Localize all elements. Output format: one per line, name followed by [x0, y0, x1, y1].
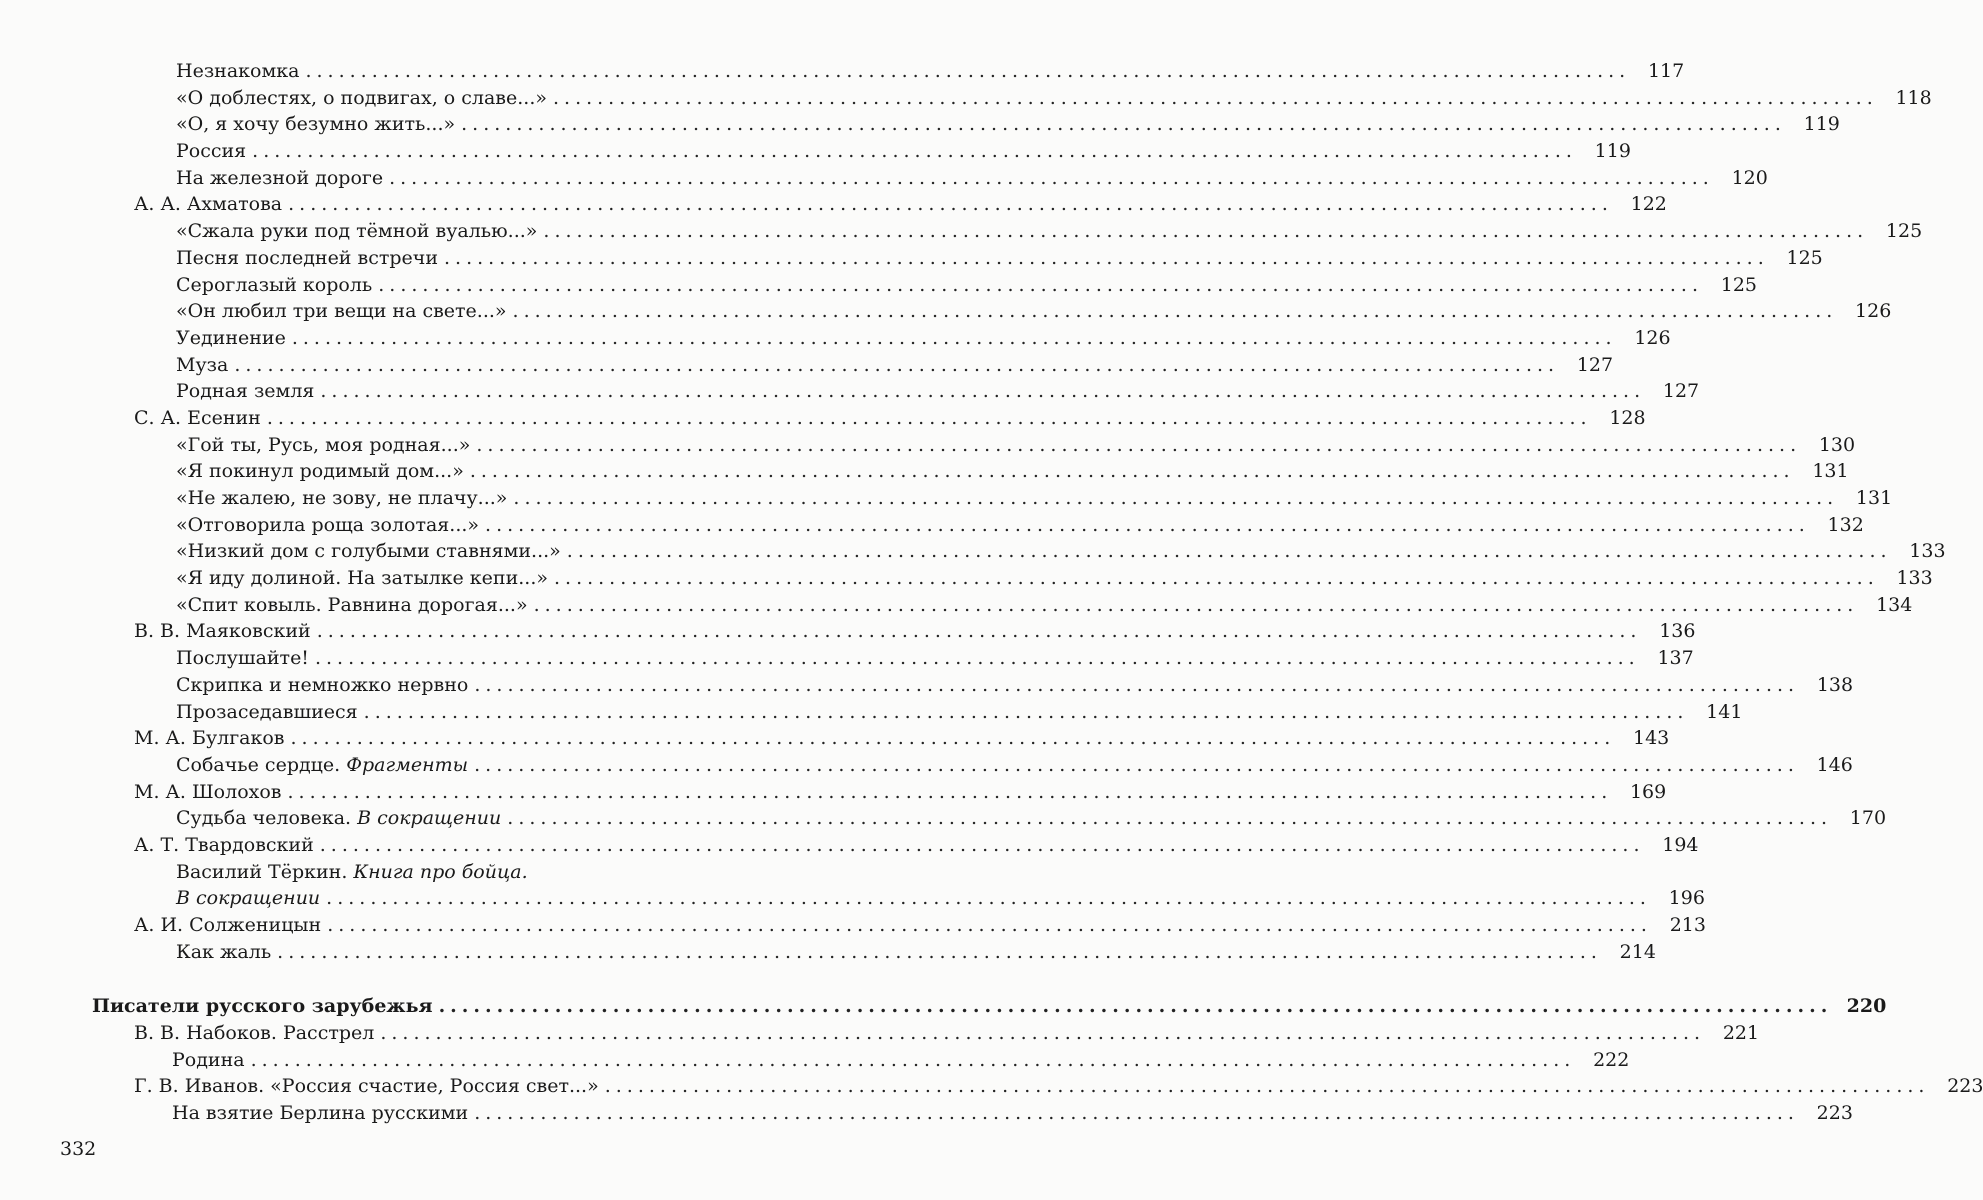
toc-entry-page: 126 [1634, 326, 1671, 349]
toc-entry-page: 126 [1855, 300, 1892, 323]
toc-entry [0, 138, 1631, 165]
dot-leader: ........................................................................................................................ [513, 487, 1839, 509]
dot-leader: ........................................................................................................................ [543, 220, 1869, 243]
dot-leader: ........................................................................................................................ [277, 940, 1602, 963]
toc-entry-title [176, 218, 537, 245]
toc-entry [0, 725, 1670, 752]
toc-entry-page: 136 [1659, 620, 1696, 643]
dot-leader: ........................................................................................................................ [533, 593, 1859, 616]
toc-entry-page: 119 [1803, 113, 1840, 136]
toc-entry [0, 405, 1646, 432]
dot-leader: ........................................................................................................................ [316, 620, 1642, 643]
dot-leader: ........................................................................................................................ [291, 326, 1617, 349]
dot-leader: ........................................................................................................................ [320, 380, 1646, 403]
toc-entry-title-text: «Спит ковыль. Равнина дорогая...» [176, 593, 528, 616]
toc-entry-page: 128 [1609, 406, 1646, 429]
toc-entry-title-text: Послушайте! [176, 647, 309, 670]
toc-entry [0, 1073, 1983, 1100]
toc-entry-title-text: Скрипка и немножко нервно [176, 673, 469, 696]
toc-entry-title-text: Г. В. Иванов. «Россия счастие, Россия свет...» [134, 1075, 599, 1098]
section-gap [0, 965, 900, 993]
toc-entry-title-text: Муза [176, 353, 229, 376]
toc-entry-page: 170 [1849, 807, 1887, 830]
toc-entry-title [134, 618, 311, 645]
toc-entry-title [134, 832, 314, 859]
dot-leader: ........................................................................................................................ [438, 995, 1833, 1018]
toc-entry-page: 132 [1827, 513, 1864, 536]
toc-section-twentieth-century [0, 58, 1946, 965]
dot-leader: ........................................................................................................................ [485, 513, 1810, 536]
toc-entry-page: 146 [1816, 753, 1853, 776]
toc-entry-page: 122 [1630, 193, 1667, 216]
toc-entry-title [134, 779, 281, 806]
toc-entry-title-text: Как жаль [176, 940, 272, 963]
toc-entry-title-italic: Книга про бойца. [353, 860, 528, 883]
toc-entry [0, 779, 1667, 806]
toc-entry-page: 120 [1731, 166, 1768, 189]
toc-entry-title [176, 352, 228, 379]
toc-entry-page: 138 [1816, 673, 1854, 696]
toc-entry-title-text: Родина [172, 1048, 245, 1071]
dot-leader: ........................................................................................................................ [476, 433, 1802, 456]
toc-entry-page: 141 [1706, 700, 1743, 723]
toc-entry [0, 218, 1923, 245]
dot-leader: ........................................................................................................................ [566, 540, 1892, 563]
toc-entry-page: 222 [1593, 1048, 1630, 1071]
toc-entry-title [176, 592, 528, 619]
toc-entry-title [134, 1020, 374, 1047]
toc-entry-title-text: Писатели русского зарубежья [92, 995, 433, 1018]
toc-entry-page: 118 [1895, 86, 1932, 109]
toc-entry [0, 672, 1854, 699]
toc-entry-title-text: «Гой ты, Русь, моя родная...» [176, 433, 471, 456]
toc-entry [0, 832, 1699, 859]
toc-entry-page: 117 [1647, 60, 1685, 82]
toc-entry-page: 119 [1594, 140, 1631, 163]
dot-leader: ........................................................................................................................ [288, 193, 1613, 216]
toc-entry [0, 859, 900, 886]
toc-entry [0, 432, 1856, 459]
toc-entry-title-italic: В сокращении [176, 887, 321, 910]
dot-leader: ........................................................................................................................ [604, 1075, 1930, 1098]
toc-entry-title-text: М. А. Шолохов [134, 780, 282, 803]
toc-entry-title [176, 378, 314, 405]
toc-entry [0, 1047, 1630, 1074]
dot-leader: ........................................................................................................................ [474, 673, 1800, 696]
dot-leader: ........................................................................................................................ [305, 60, 1631, 82]
toc-entry-page: 223 [1816, 1102, 1853, 1125]
toc-entry-title [176, 111, 455, 138]
toc-entry-page: 213 [1669, 914, 1706, 936]
toc-entry-page: 137 [1657, 647, 1694, 670]
toc-entry-page: 125 [1885, 220, 1923, 243]
dot-leader: ........................................................................................................................ [553, 567, 1879, 590]
toc-entry-page: 220 [1846, 995, 1887, 1018]
toc-entry-title-text: Россия [176, 140, 247, 163]
toc-entry-page: 125 [1720, 273, 1758, 296]
toc-entry [0, 458, 1849, 485]
toc-entry-title [176, 752, 468, 779]
table-of-contents [0, 58, 1983, 1127]
dot-leader: ........................................................................................................................ [469, 460, 1795, 483]
dot-leader: ........................................................................................................................ [474, 753, 1799, 776]
toc-entry-title-text: Родная земля [176, 380, 315, 403]
toc-entry-title-text: Собачье сердце. [176, 753, 347, 776]
toc-entry-title-italic: Фрагменты [346, 753, 469, 776]
toc-entry-title-text: «Низкий дом с голубыми ставнями...» [176, 540, 561, 563]
dot-leader: ........................................................................................................................ [314, 647, 1640, 670]
page-number: 332 [60, 1138, 97, 1160]
dot-leader: ........................................................................................................................ [327, 914, 1652, 936]
toc-entry-page: 131 [1855, 487, 1893, 509]
toc-entry-title-text: Сероглазый король [176, 273, 373, 296]
toc-entry-title [176, 939, 271, 966]
toc-entry-title [176, 298, 507, 325]
toc-entry-page: 223 [1947, 1075, 1983, 1098]
toc-entry-title [176, 485, 507, 512]
dot-leader: ........................................................................................................................ [326, 887, 1651, 910]
dot-leader: ........................................................................................................................ [234, 353, 1560, 376]
toc-entry [0, 939, 1656, 966]
toc-entry [0, 885, 1705, 912]
toc-entry-page: 194 [1662, 833, 1699, 856]
toc-entry-page: 131 [1812, 460, 1849, 483]
toc-entry [0, 805, 1887, 832]
dot-leader: ........................................................................................................................ [319, 833, 1645, 856]
toc-entry-title-text: «Я покинул родимый дом...» [176, 460, 464, 483]
toc-entry-page: 221 [1722, 1022, 1760, 1045]
toc-entry-title-italic: В сокращении [357, 807, 502, 830]
toc-entry-title-text: «Сжала руки под тёмной вуалью...» [176, 220, 538, 243]
toc-entry [0, 325, 1671, 352]
toc-entry-page: 134 [1876, 593, 1913, 616]
toc-section-emigre-writers [0, 993, 1983, 1126]
toc-entry [0, 1100, 1853, 1127]
toc-entry-page: 214 [1619, 940, 1656, 963]
dot-leader: ........................................................................................................................ [461, 113, 1786, 136]
toc-entry-page: 169 [1629, 780, 1667, 803]
toc-entry [0, 485, 1893, 512]
toc-entry-title-text: Незнакомка [176, 60, 300, 82]
toc-entry [0, 538, 1946, 565]
toc-entry-page: 196 [1668, 887, 1705, 910]
toc-entry [0, 85, 1932, 112]
toc-entry-title [134, 912, 321, 939]
toc-entry-title-text: Уединение [176, 326, 286, 349]
toc-entry-title-text: «Не жалею, не зову, не плачу...» [176, 487, 508, 509]
toc-entry-title-text: А. А. Ахматова [134, 193, 283, 216]
toc-entry-page: 130 [1818, 433, 1856, 456]
dot-leader: ........................................................................................................................ [512, 300, 1838, 323]
dot-leader: ........................................................................................................................ [389, 166, 1714, 189]
toc-entry-title [176, 245, 438, 272]
toc-entry-title [176, 885, 320, 912]
toc-entry [0, 111, 1840, 138]
toc-entry-title [176, 138, 246, 165]
toc-entry-title [92, 993, 433, 1020]
dot-leader: ........................................................................................................................ [507, 807, 1833, 830]
toc-entry-title [176, 672, 468, 699]
toc-entry [0, 1020, 1760, 1047]
toc-entry [0, 752, 1853, 779]
toc-entry [0, 191, 1667, 218]
toc-entry-title [134, 1073, 599, 1100]
toc-entry-title [176, 512, 479, 539]
toc-entry-title-text: Судьба человека. [176, 807, 358, 830]
toc-entry [0, 618, 1696, 645]
toc-entry-title [134, 191, 282, 218]
toc-entry [0, 165, 1768, 192]
toc-entry [0, 565, 1933, 592]
toc-entry-page: 127 [1576, 353, 1614, 376]
toc-entry-page: 133 [1896, 567, 1933, 590]
dot-leader: ........................................................................................................................ [380, 1022, 1706, 1045]
dot-leader: ........................................................................................................................ [250, 1048, 1576, 1071]
toc-entry [0, 272, 1758, 299]
toc-entry-title [172, 1100, 468, 1127]
toc-entry-title [176, 458, 464, 485]
toc-entry-title-text: «О доблестях, о подвигах, о славе...» [176, 86, 547, 109]
toc-entry-title [176, 165, 383, 192]
toc-entry-title-text: Василий Тёркин. [176, 860, 354, 883]
toc-entry-title-text: В. В. Набоков. Расстрел [134, 1022, 375, 1045]
toc-entry [0, 378, 1700, 405]
dot-leader: ........................................................................................................................ [290, 727, 1616, 750]
toc-entry-title [134, 725, 285, 752]
dot-leader: ........................................................................................................................ [252, 140, 1577, 163]
toc-entry-title-text: М. А. Булгаков [134, 727, 285, 750]
toc-entry-title-text: В. В. Маяковский [134, 620, 311, 643]
toc-entry-title-text: Прозаседавшиеся [176, 700, 358, 723]
toc-entry-title [176, 432, 470, 459]
dot-leader: ........................................................................................................................ [552, 86, 1878, 109]
toc-entry [0, 58, 1685, 85]
toc-entry-title [176, 805, 501, 832]
toc-entry-title [176, 538, 561, 565]
toc-entry [0, 912, 1706, 939]
dot-leader: ........................................................................................................................ [378, 273, 1704, 296]
toc-entry-page: 133 [1909, 540, 1946, 563]
toc-entry-title-text: «Он любил три вещи на свете...» [176, 300, 507, 323]
toc-entry-title-text: «Я иду долиной. На затылке кепи...» [176, 567, 548, 590]
toc-entry-page: 143 [1633, 727, 1670, 750]
toc-entry [0, 245, 1823, 272]
toc-entry-title-text: «О, я хочу безумно жить...» [176, 113, 456, 136]
toc-entry-title [176, 272, 372, 299]
toc-entry-page: 125 [1786, 246, 1823, 269]
toc-entry-title [176, 859, 528, 886]
toc-entry-title [176, 85, 547, 112]
toc-entry-title-text: А. Т. Твардовский [134, 833, 314, 856]
dot-leader: ........................................................................................................................ [287, 780, 1613, 803]
toc-entry-title [176, 325, 286, 352]
dot-leader: ........................................................................................................................ [266, 406, 1592, 429]
toc-entry-title-text: «Отговорила роща золотая...» [176, 513, 480, 536]
toc-entry-title-text: С. А. Есенин [134, 406, 261, 429]
toc-entry-title [176, 565, 548, 592]
toc-entry [0, 645, 1694, 672]
toc-entry-title [134, 405, 261, 432]
toc-entry-title-text: На железной дороге [176, 166, 384, 189]
toc-entry [0, 699, 1743, 726]
dot-leader: ........................................................................................................................ [474, 1102, 1799, 1125]
toc-entry-page: 127 [1662, 380, 1700, 403]
toc-entry-title [176, 645, 309, 672]
toc-entry-title-text: А. И. Солженицын [134, 914, 322, 936]
toc-entry-title [172, 1047, 245, 1074]
toc-entry [0, 993, 1887, 1020]
toc-entry-title-text: На взятие Берлина русскими [172, 1102, 469, 1125]
toc-entry-title-text: Песня последней встречи [176, 246, 438, 269]
toc-entry-title [176, 699, 358, 726]
toc-entry [0, 298, 1892, 325]
dot-leader: ........................................................................................................................ [444, 246, 1769, 269]
toc-entry-title [176, 58, 299, 85]
toc-entry [0, 352, 1614, 379]
toc-entry [0, 592, 1913, 619]
toc-entry [0, 512, 1864, 539]
dot-leader: ........................................................................................................................ [363, 700, 1689, 723]
